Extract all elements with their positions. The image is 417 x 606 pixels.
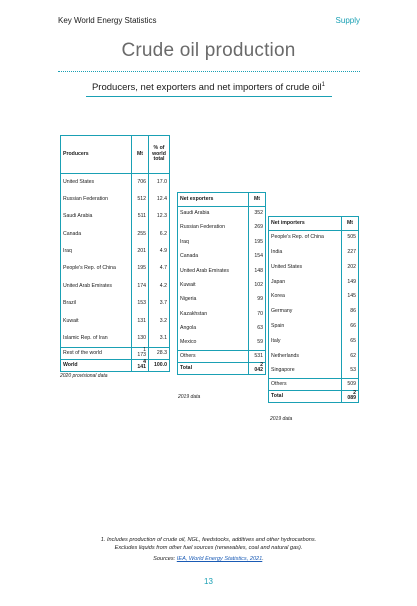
table-row [61, 278, 170, 295]
row-name: World [61, 359, 132, 371]
row-mt: 174 [132, 278, 149, 295]
row-mt: 255 [132, 226, 149, 243]
row-mt: 269 [249, 221, 266, 235]
row-name: Germany [271, 308, 293, 315]
table-row [178, 307, 266, 321]
table-row [269, 304, 359, 319]
row-name: People's Rep. of China [271, 234, 324, 241]
table-row [178, 235, 266, 249]
row-name: Total [178, 362, 249, 374]
table-row [269, 364, 359, 379]
importers-note: 2019 data [270, 416, 293, 422]
row-pct: 28.3 [149, 347, 170, 359]
row-name: Rest of the world [61, 347, 132, 359]
row-name: Russian Federation [63, 195, 108, 202]
table-row [269, 260, 359, 275]
table-row [269, 231, 359, 246]
row-mt: 195 [132, 260, 149, 277]
importers-table [268, 216, 359, 403]
row-name: Mexico [180, 339, 197, 346]
row-pct: 4.9 [149, 243, 170, 260]
footnote-sources [0, 556, 417, 562]
row-mt: 145 [342, 290, 359, 305]
pct-header-line3: total [153, 156, 165, 163]
exporters-note: 2019 data [178, 394, 201, 400]
total-row [178, 362, 266, 374]
table-row [269, 245, 359, 260]
row-name: Spain [271, 322, 285, 329]
row-mt: 154 [249, 250, 266, 264]
row-name: Netherlands [271, 352, 299, 359]
table-row [269, 275, 359, 290]
table-row [178, 264, 266, 278]
table-row [61, 243, 170, 260]
others-row [269, 378, 359, 390]
row-pct: 6.2 [149, 226, 170, 243]
sources-link[interactable]: IEA, World Energy Statistics, 2021 [176, 556, 263, 562]
table-row [61, 330, 170, 347]
row-mt: 131 [132, 313, 149, 330]
row-pct: 3.1 [149, 330, 170, 347]
table-row [178, 278, 266, 292]
row-name: Canada [180, 253, 199, 260]
row-name: Others [178, 350, 249, 362]
row-name: Singapore [271, 367, 295, 374]
table-row [178, 336, 266, 350]
row-mt: 70 [249, 307, 266, 321]
exporters-header-mt: Mt [249, 193, 266, 207]
row-mt: 352 [249, 207, 266, 221]
importers-body [269, 231, 359, 403]
row-name: Nigeria [180, 296, 197, 303]
row-name: United States [63, 178, 95, 185]
row-mt: 153 [132, 295, 149, 312]
row-name: Islamic Rep. of Iran [63, 334, 108, 341]
producers-header-pct [149, 136, 170, 174]
row-mt: 706 [132, 174, 149, 191]
row-mt: 130 [132, 330, 149, 347]
row-name: Japan [271, 278, 286, 285]
producers-header-label: Producers [61, 136, 132, 174]
row-pct: 17.0 [149, 174, 170, 191]
table-row [178, 293, 266, 307]
row-name: Saudi Arabia [180, 210, 210, 217]
row-name: Saudi Arabia [63, 213, 93, 220]
row-name: Italy [271, 337, 281, 344]
row-mt: 65 [342, 334, 359, 349]
footnote-line-1: 1. Includes production of crude oil, NGL, feedstocks, additives and other hydrocarbons. [100, 537, 317, 543]
title-divider [58, 71, 360, 72]
table-row [61, 295, 170, 312]
row-mt: 2 042 [249, 362, 266, 374]
total-row [61, 359, 170, 371]
row-name: India [271, 248, 283, 255]
table-row [61, 313, 170, 330]
row-mt: 4 141 [132, 359, 149, 371]
row-name: People's Rep. of China [63, 265, 116, 272]
subtitle [0, 82, 417, 93]
row-mt: 62 [342, 349, 359, 364]
row-name: Canada [63, 230, 82, 237]
row-pct: 3.7 [149, 295, 170, 312]
row-name: Kazakhstan [180, 310, 208, 317]
row-name: Kuwait [63, 317, 79, 324]
row-mt: 102 [249, 278, 266, 292]
row-mt: 66 [342, 319, 359, 334]
sources-end: . [262, 556, 264, 562]
row-mt: 201 [132, 243, 149, 260]
row-mt: 505 [342, 231, 359, 246]
total-row [269, 390, 359, 402]
importers-header-label: Net importers [269, 217, 342, 231]
row-mt: 227 [342, 245, 359, 260]
table-row [61, 208, 170, 225]
exporters-body [178, 207, 266, 375]
row-mt: 148 [249, 264, 266, 278]
row-mt: 511 [132, 208, 149, 225]
table-row [61, 260, 170, 277]
page-number: 13 [204, 577, 213, 586]
table-row [269, 290, 359, 305]
page-title: Crude oil production [121, 40, 296, 61]
row-mt: 59 [249, 336, 266, 350]
header-doc-title: Key World Energy Statistics [58, 16, 157, 25]
row-name: United Arab Emirates [63, 282, 113, 289]
row-name: United Arab Emirates [180, 267, 230, 274]
table-row [61, 174, 170, 191]
subtitle-text: Producers, net exporters and net importers of crude oil [91, 82, 322, 94]
row-name: Others [269, 378, 342, 390]
sources-label: Sources: [153, 556, 177, 562]
producers-note: 2020 provisional data [60, 373, 108, 379]
exporters-header-label: Net exporters [178, 193, 249, 207]
row-mt: 2 089 [342, 390, 359, 402]
row-name: Total [269, 390, 342, 402]
table-row [269, 334, 359, 349]
footnote-ref[interactable]: 1 [321, 82, 326, 88]
row-mt: 63 [249, 322, 266, 336]
row-pct: 3.2 [149, 313, 170, 330]
row-name: Iraq [180, 238, 189, 245]
row-name: United States [271, 263, 303, 270]
row-mt: 99 [249, 293, 266, 307]
row-mt: 149 [342, 275, 359, 290]
table-row [178, 207, 266, 221]
table-row [61, 191, 170, 208]
pct-header-line1: % of [153, 145, 165, 152]
table-row [178, 250, 266, 264]
row-mt: 531 [249, 350, 266, 362]
table-row [269, 349, 359, 364]
row-mt: 86 [342, 304, 359, 319]
row-pct: 100.0 [149, 359, 170, 371]
row-pct: 12.4 [149, 191, 170, 208]
producers-body [61, 174, 170, 372]
producers-header-mt: Mt [132, 136, 149, 174]
table-row [178, 221, 266, 235]
row-name: Iraq [63, 248, 72, 255]
row-pct: 4.2 [149, 278, 170, 295]
row-name: Russian Federation [180, 224, 225, 231]
pct-header-line2: world [152, 150, 166, 157]
row-mt: 195 [249, 235, 266, 249]
row-name: Kuwait [180, 281, 196, 288]
row-mt: 512 [132, 191, 149, 208]
header-section-link[interactable]: Supply [335, 16, 360, 25]
table-row [61, 226, 170, 243]
table-row [178, 322, 266, 336]
producers-table [60, 135, 170, 372]
importers-header-mt: Mt [342, 217, 359, 231]
subtitle-divider [86, 96, 332, 97]
row-mt: 53 [342, 364, 359, 379]
row-mt: 202 [342, 260, 359, 275]
row-pct: 4.7 [149, 260, 170, 277]
others-row [178, 350, 266, 362]
row-name: Angola [180, 325, 197, 332]
rest-row [61, 347, 170, 359]
row-pct: 12.3 [149, 208, 170, 225]
exporters-table [177, 192, 266, 375]
row-mt: 1 173 [132, 347, 149, 359]
row-mt: 509 [342, 378, 359, 390]
footnote-line-2: Excludes liquids from other fuel sources (renewables, coal and natural gas). [114, 545, 303, 551]
row-name: Korea [271, 293, 285, 300]
row-name: Brazil [63, 300, 76, 307]
table-row [269, 319, 359, 334]
